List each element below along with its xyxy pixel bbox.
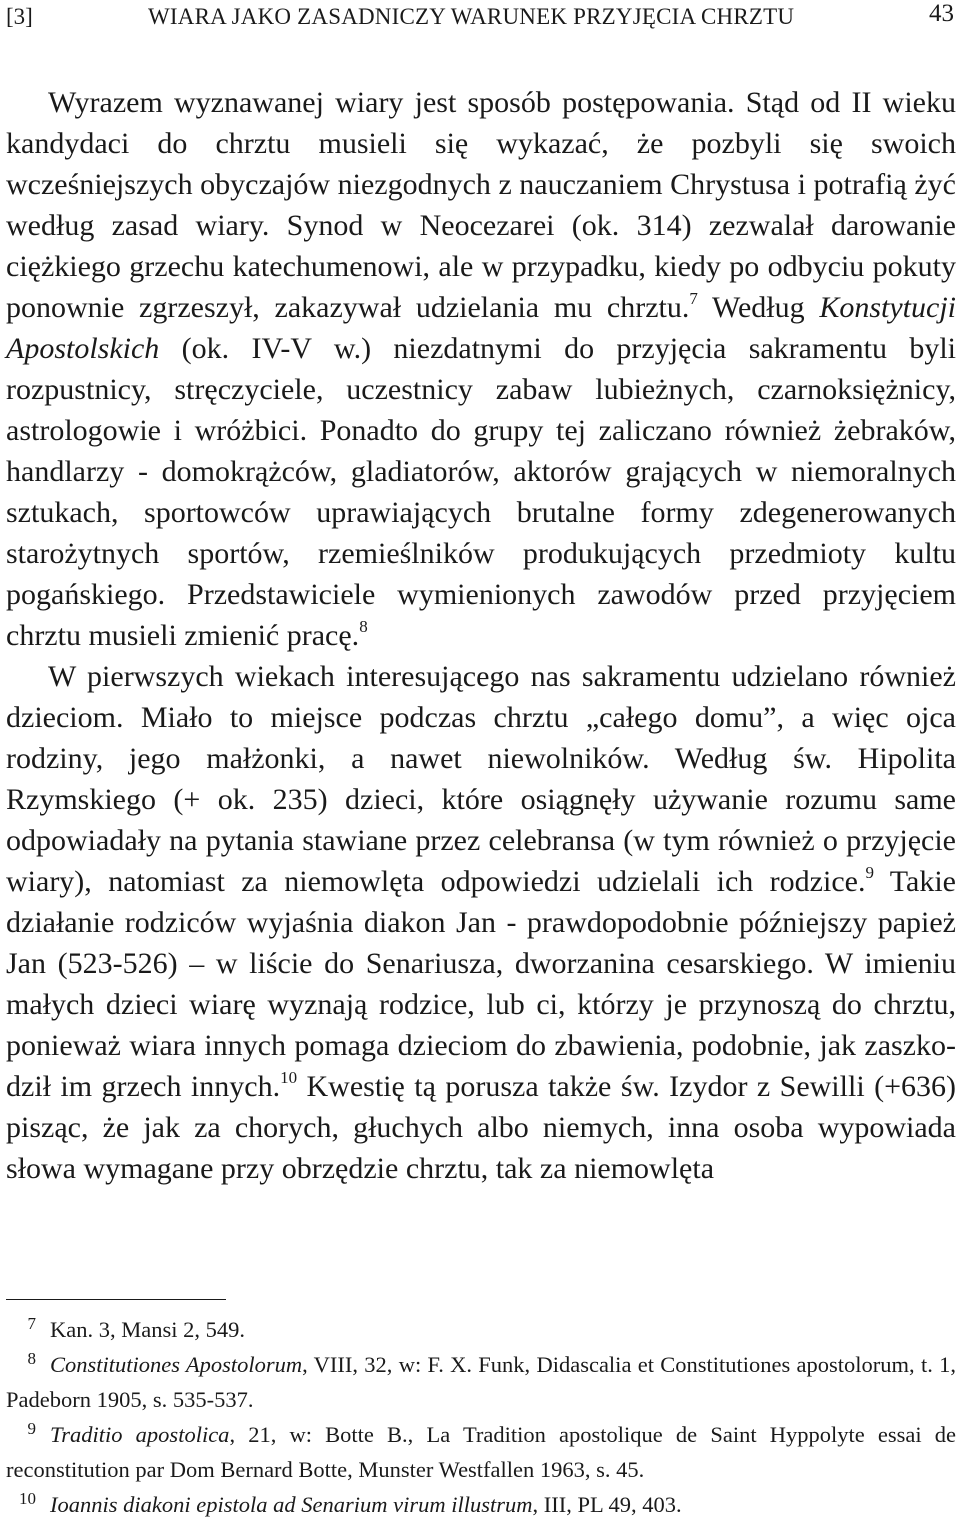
footnote-separator bbox=[6, 1299, 226, 1300]
text-run: Takie działanie rodziców wyjaśnia diakon Jan - prawdopodobnie późniejszy papież Jan (523-526) – w liście do Senariusza, dworzanina cesarskiego. W imieniu małych dzieci wiarę wyznają rodzice, lub ci, którzy je przynoszą do chrztu, ponieważ wiara innych pomaga dzieciom do zbawienia, podobnie, jak zaszkodził im grzech innych. bbox=[6, 865, 956, 1103]
footnote: 9 Traditio apostolica, 21, w: Botte B., La Tradition apostolique de Saint Hyppolyte essai de reconstitution par Dom Bernard Botte, Munster Westfallen 1963, s. 45. bbox=[6, 1419, 956, 1482]
italic-text: Konstytucji Apostolskich bbox=[6, 291, 956, 365]
body-text bbox=[6, 82, 956, 1189]
text-run: , 21, w: Botte B., La Tradition apostolique de Saint Hyppolyte essai de reconstitution par Dom Bernard Botte, Munster Westfallen 1963, s. 45. bbox=[6, 1422, 956, 1482]
footnote-ref: 7 bbox=[689, 289, 698, 308]
footnote-ref: 8 bbox=[359, 617, 368, 636]
text-run: Kan. 3, Mansi 2, 549. bbox=[50, 1317, 245, 1342]
footnote: 10 Ioannis diakoni epistola ad Senarium virum illustrum, III, PL 49, 403. bbox=[19, 1489, 682, 1517]
text-run: Kwestię tą porusza także św. Izydor z Sewilli (+636) pisząc, że jak za chorych, głuchych albo niemych, inna osoba wypowiada słowa wymagane przy obrzędzie chrztu, tak za niemowlęta bbox=[6, 1070, 956, 1185]
italic-text: Ioannis diakoni epistola ad Senarium virum illustrum bbox=[50, 1492, 533, 1517]
text-run: (ok. IV-V w.) niezdatnymi do przyjęcia sakramentu byli rozpustnicy, stręczyciele, uczestnicy zabaw lubieżnych, czarnoksiężnicy, astrologowie i wróżbici. Ponadto do grupy tej zaliczano również żebraków, handlarzy - domokrążców, gladiatorów, aktorów grających w niemoralnych sztukach, sportowców uprawiających brutalne formy zdegenerowanych starożytnych sportów, rzemieślników produkujących przedmioty kultu pogańskiego. Przedstawiciele wymienionych zawodów przed przyjęciem chrztu musieli zmienić pracę. bbox=[6, 332, 956, 652]
footnote-ref: 9 bbox=[865, 863, 874, 882]
text-run: Wyrazem wyznawanej wiary jest sposób postępowania. Stąd od II wieku kandydaci do chrztu musieli się wykazać, że pozbyli się swoich wcześniejszych obyczajów niezgodnych z nauczaniem Chrystusa i potrafią żyć według zasad wiary. Synod w Neocezarei (ok. 314) zezwalał darowanie ciężkiego grzechu katechumenowi, ale w przypadku, kiedy po odbyciu pokuty ponownie zgrzeszył, zakazywał udzielania mu chrztu. bbox=[6, 86, 956, 324]
footnote: 7 Kan. 3, Mansi 2, 549. bbox=[27, 1314, 245, 1342]
text-run: Według bbox=[697, 291, 820, 324]
text-run: , VIII, 32, w: F. X. Funk, Didascalia et Constitutiones apostolorum, t. 1, Padeborn 1905, s. 535-537. bbox=[6, 1352, 956, 1412]
section-number: [3] bbox=[6, 4, 33, 29]
text-run: , III, PL 49, 403. bbox=[532, 1492, 682, 1517]
paragraph bbox=[6, 82, 956, 656]
footnote: 8 Constitutiones Apostolorum, VIII, 32, w: F. X. Funk, Didascalia et Constitutiones apostolorum, t. 1, Padeborn 1905, s. 535-537. bbox=[6, 1349, 956, 1412]
page-number: 43 bbox=[929, 0, 954, 27]
running-header bbox=[0, 0, 960, 40]
footnotes bbox=[6, 1312, 956, 1522]
italic-text: Traditio apostolica bbox=[50, 1422, 230, 1447]
paragraph bbox=[6, 656, 956, 1189]
text-run: W pierwszych wiekach interesującego nas sakramentu udzielano również dzieciom. Miało to miejsce podczas chrztu „całego domu”, a więc ojca rodziny, jego małżonki, a nawet niewolników. Według św. Hipolita Rzymskiego (+ ok. 235) dzieci, które osiągnęły używanie rozumu same odpowiadały na pytania stawiane przez celebransa (w tym również o przyjęcie wiary), natomiast za niemowlęta odpowiedzi udzielali ich rodzice. bbox=[6, 660, 956, 898]
italic-text: Constitutiones Apostolorum bbox=[50, 1352, 303, 1377]
footnote-ref: 10 bbox=[280, 1068, 298, 1087]
running-title: WIARA JAKO ZASADNICZY WARUNEK PRZYJĘCIA CHRZTU bbox=[148, 4, 795, 29]
